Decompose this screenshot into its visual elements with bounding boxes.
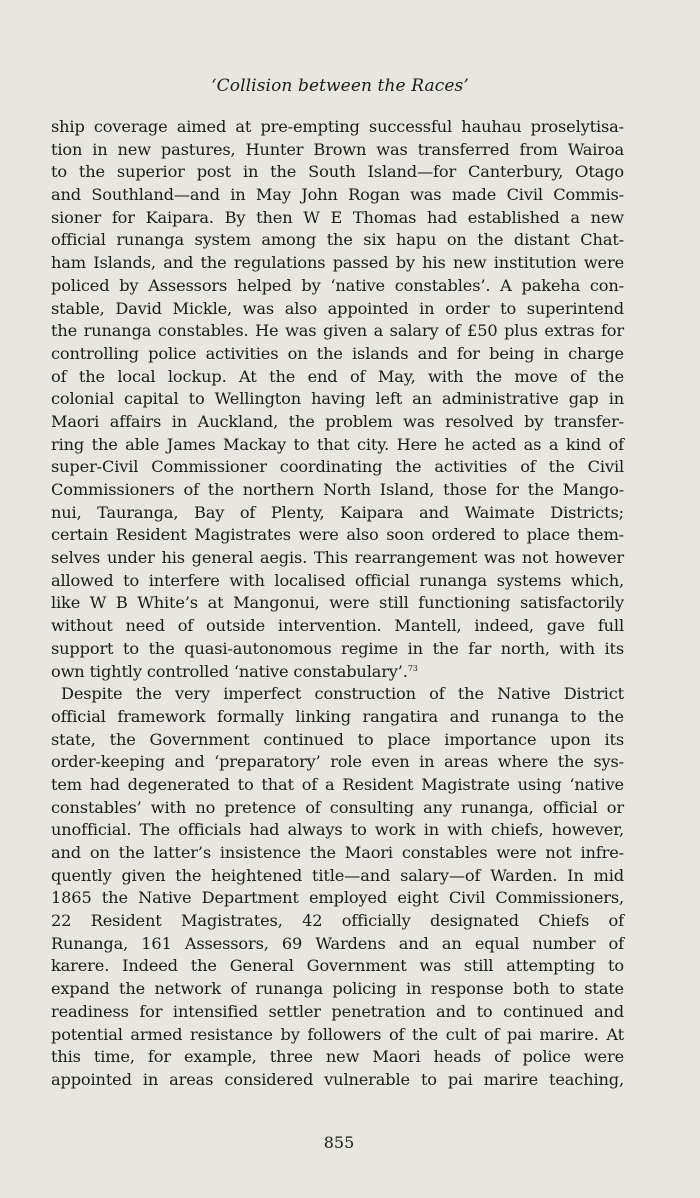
text-line: expand the network of runanga policing in response both to state [51, 979, 624, 999]
text-line: karere. Indeed the General Government was still attempting to [51, 956, 624, 976]
text-line: sioner for Kaipara. By then W E Thomas had established a new [51, 207, 624, 227]
body-text [51, 116, 624, 1092]
text-line: support to the quasi-autonomous regime in the far north, with its [51, 638, 624, 658]
text-line: readiness for intensified settler penetration and to continued and [51, 1001, 624, 1021]
text-line: 22 Resident Magistrates, 42 officially designated Chiefs of [51, 911, 624, 931]
text-line: this time, for example, three new Maori heads of police were [51, 1047, 624, 1067]
text-line: like W B White’s at Mangonui, were still functioning satisfactorily [51, 593, 624, 613]
running-header: ‘Collision between the Races’ [211, 76, 469, 96]
text-line: own tightly controlled ‘native constabulary’.$^{73}$ [51, 661, 418, 681]
text-line: Despite the very imperfect construction of the Native District [61, 684, 624, 704]
text-line: appointed in areas considered vulnerable to pai marire teaching, [51, 1069, 624, 1089]
text-line: ring the able James Mackay to that city. Here he acted as a kind of [51, 434, 624, 454]
text-line: potential armed resistance by followers of the cult of pai marire. At [51, 1024, 624, 1044]
text-line: and Southland—and in May John Rogan was made Civil Commis- [51, 185, 624, 205]
text-line: ship coverage aimed at pre-empting successful hauhau proselytisa- [51, 117, 624, 136]
text-line: 1865 the Native Department employed eight Civil Commissioners, [51, 888, 624, 908]
text-line: official framework formally linking rangatira and runanga to the [51, 706, 624, 726]
text-line: constables’ with no pretence of consulting any runanga, official or [51, 797, 624, 817]
text-line: certain Resident Magistrates were also soon ordered to place them- [51, 525, 624, 545]
paragraph-2 [51, 683, 624, 1091]
text-line: Maori affairs in Auckland, the problem was resolved by transfer- [51, 411, 624, 431]
text-line: and on the latter’s insistence the Maori constables were not infre- [51, 843, 624, 862]
text-line: stable, David Mickle, was also appointed in order to superintend [51, 298, 624, 318]
text-line: super-Civil Commissioner coordinating the activities of the Civil [51, 457, 624, 477]
text-line: selves under his general aegis. This rearrangement was not however [51, 548, 624, 568]
text-line: order-keeping and ‘preparatory’ role even in areas where the sys- [51, 752, 624, 772]
footnote-reference: 73 [407, 663, 418, 673]
text-line: policed by Assessors helped by ‘native constables’. A pakeha con- [51, 275, 624, 295]
text-line: ham Islands, and the regulations passed by his new institution were [51, 253, 624, 273]
text-line: nui, Tauranga, Bay of Plenty, Kaipara and Waimate Districts; [51, 502, 624, 522]
text-line: Commissioners of the northern North Island, those for the Mango- [51, 480, 624, 499]
text-line: controlling police activities on the islands and for being in charge [51, 343, 624, 363]
text-line: state, the Government continued to place importance upon its [51, 729, 624, 749]
text-line: unofficial. The officials had always to work in with chiefs, however, [51, 820, 624, 840]
page-number: 855 [323, 1133, 355, 1152]
text-line: of the local lockup. At the end of May, with the move of the [51, 366, 624, 386]
text-line: tem had degenerated to that of a Resident Magistrate using ‘native [51, 774, 624, 794]
paragraph-1 [51, 116, 624, 683]
text-line: Runanga, 161 Assessors, 69 Wardens and an equal number of [51, 933, 624, 953]
text-line: tion in new pastures, Hunter Brown was transferred from Wairoa [51, 139, 624, 159]
text-line: without need of outside intervention. Mantell, indeed, gave full [51, 616, 624, 636]
text-line: to the superior post in the South Island—for Canterbury, Otago [51, 162, 624, 182]
text-line: quently given the heightened title—and salary—of Warden. In mid [51, 865, 624, 885]
text-line: official runanga system among the six hapu on the distant Chat- [51, 230, 624, 250]
text-line: colonial capital to Wellington having left an administrative gap in [51, 389, 624, 409]
text-line: the runanga constables. He was given a salary of £50 plus extras for [51, 321, 624, 341]
text-line: allowed to interfere with localised official runanga systems which, [51, 570, 624, 590]
